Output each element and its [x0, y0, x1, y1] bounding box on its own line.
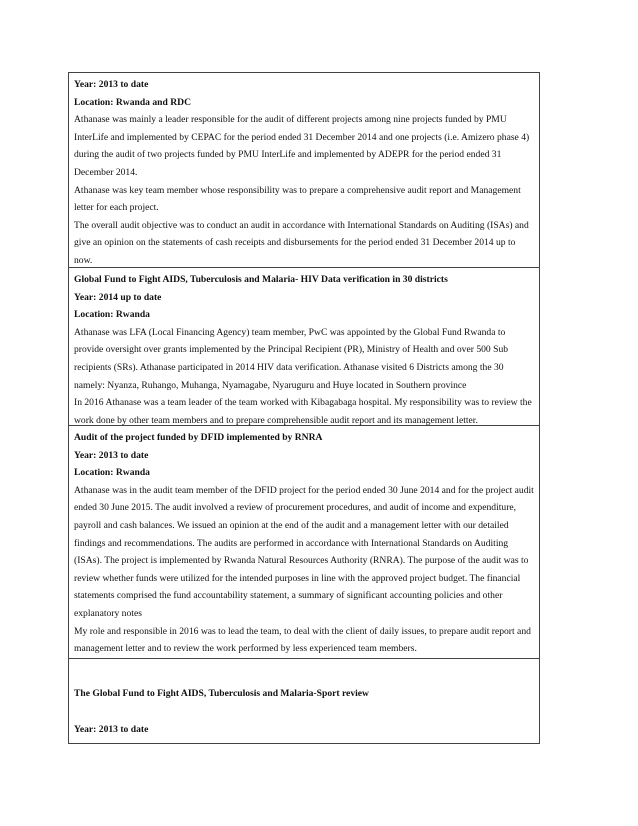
experience-table	[68, 72, 540, 744]
entry-title: The Global Fund to Fight AIDS, Tuberculosis and Malaria-Sport review	[74, 688, 369, 699]
experience-entry	[69, 73, 539, 268]
entry-title: Global Fund to Fight AIDS, Tuberculosis and Malaria- HIV Data verification in 30 districts	[74, 274, 448, 285]
entry-paragraph: In 2016 Athanase was a team leader of the team worked with Kibagabaga hospital. My responsibility was to review the work done by other team members and to prepare comprehensible audit report and its management letter.	[74, 397, 532, 426]
entry-year: Year: 2014 up to date	[74, 291, 162, 303]
entry-location: Location: Rwanda	[74, 467, 150, 479]
entry-paragraph: Athanase was LFA (Local Financing Agency) team member, PwC was appointed by the Global Fund Rwanda to provide oversight over grants implemented by the Principal Recipient (PR), Ministry of Health and over 500 Sub recipients (SRs). Athanase participated in 2014 HIV data verification. Athanase visited 6 Districts among the 30 namely: Nyanza, Ruhango, Muhanga, Nyamagabe, Nyaruguru and Huye located in Southern province	[74, 326, 509, 391]
entry-year: Year: 2013 to date	[74, 723, 149, 735]
entry-paragraph: Athanase was mainly a leader responsible for the audit of different projects among nine projects funded by PMU InterLife and implemented by CEPAC for the period ended 31 December 2014 and one projects (i.e. Amizero phase 4) during the audit of two projects funded by PMU InterLife and implemented by ADEPR for the period ended 31 December 2014.	[74, 114, 530, 178]
entry-year: Year: 2013 to date	[74, 79, 149, 90]
entry-title: Audit of the project funded by DFID implemented by RNRA	[74, 432, 323, 443]
entry-paragraph: Athanase was key team member whose responsibility was to prepare a comprehensive audit report and Management letter for each project.	[74, 184, 521, 214]
experience-entry	[69, 268, 539, 426]
entry-location: Location: Rwanda and RDC	[74, 96, 192, 108]
experience-entry	[69, 426, 539, 659]
entry-paragraph: My role and responsible in 2016 was to lead the team, to deal with the client of daily issues, to prepare audit report and management letter and to review the work performed by less experienced team members.	[74, 625, 531, 655]
spacer	[74, 703, 534, 721]
experience-entry	[69, 659, 539, 743]
entry-paragraph: The overall audit objective was to conduct an audit in accordance with International Standards on Auditing (ISAs) and give an opinion on the statements of cash receipts and disbursements for the period ended 31 December 2014 up to now.	[74, 219, 529, 266]
entry-location: Location: Rwanda	[74, 309, 150, 321]
entry-paragraph: Athanase was in the audit team member of the DFID project for the period ended 30 June 2014 and for the project audit ended 30 June 2015. The audit involved a review of procurement procedures, and audit of income and expenditure, payroll and cash balances. We issued an opinion at the end of the audit and a management letter with our detailed findings and recommendations. The audits are performed in accordance with International Standards on Auditing (ISAs). The project is implemented by Rwanda Natural Resources Authority (RNRA). The purpose of the audit was to review whether funds were utilized for the intended purposes in line with the approved project budget. The financial statements comprised the fund accountability statement, a summary of significant accounting policies and other explanatory notes	[74, 484, 534, 619]
entry-year: Year: 2013 to date	[74, 449, 149, 461]
